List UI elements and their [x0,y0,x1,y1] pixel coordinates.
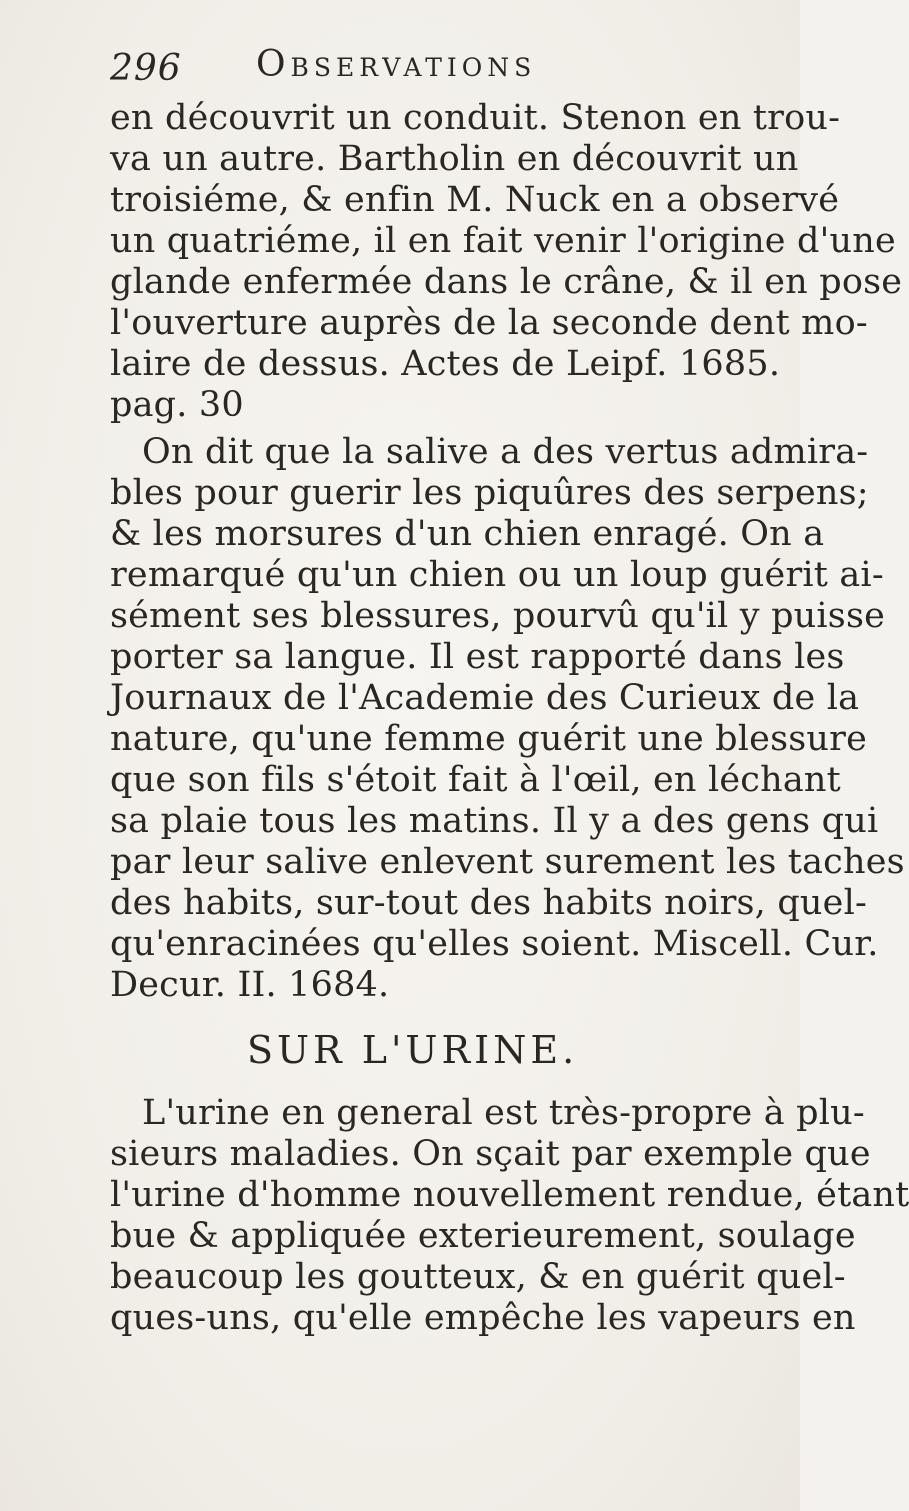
text-line: va un autre. Bartholin en découvrit un [110,139,799,179]
running-head: Observations [256,44,537,85]
text-line: & les morsures d'un chien enragé. On a [110,514,825,554]
text-line: sieurs maladies. On sçait par exemple que [110,1134,871,1174]
text-line: que son fils s'étoit fait à l'œil, en léchant [110,760,841,800]
text-line: en découvrit un conduit. Stenon en trou- [110,98,841,138]
text-line: l'ouverture auprès de la seconde dent mo- [110,303,868,343]
text-line: bue & appliquée exterieurement, soulage [110,1216,856,1256]
text-line: pag. 30 [110,385,244,425]
page-header [110,42,750,98]
text-line: On dit que la salive a des vertus admira- [142,432,869,472]
text-line: sa plaie tous les matins. Il y a des gens qui [110,801,879,841]
text-line: glande enfermée dans le crâne, & il en pose [110,262,903,302]
section-title: SUR L'URINE. [247,1028,579,1072]
text-line: ques-uns, qu'elle empêche les vapeurs en [110,1298,856,1338]
paragraph-2 [110,432,905,1006]
text-line: Decur. II. 1684. [110,965,390,1005]
text-line: bles pour guerir les piquûres des serpens; [110,473,869,513]
text-line: porter sa langue. Il est rapporté dans les [110,637,845,677]
paragraph-3 [110,1093,909,1339]
text-line: un quatriéme, il en fait venir l'origine d'une [110,221,896,261]
text-line: l'urine d'homme nouvellement rendue, étant [110,1175,909,1215]
text-line: Journaux de l'Academie des Curieux de la [110,678,860,718]
page-number: 296 [110,48,182,89]
text-line: L'urine en general est très-propre à plu- [142,1093,865,1133]
text-line: par leur salive enlevent surement les taches [110,842,905,882]
text-line: remarqué qu'un chien ou un loup guérit ai- [110,555,884,595]
text-line: sément ses blessures, pourvû qu'il y puisse [110,596,886,636]
paragraph-1 [110,98,903,426]
text-line: qu'enracinées qu'elles soient. Miscell. Cur. [110,924,879,964]
text-line: beaucoup les goutteux, & en guérit quel- [110,1257,846,1297]
text-line: troisiéme, & enfin M. Nuck en a observé [110,180,840,220]
text-line: des habits, sur-tout des habits noirs, quel- [110,883,868,923]
text-line: nature, qu'une femme guérit une blessure [110,719,867,759]
text-line: laire de dessus. Actes de Leipf. 1685. [110,344,781,384]
